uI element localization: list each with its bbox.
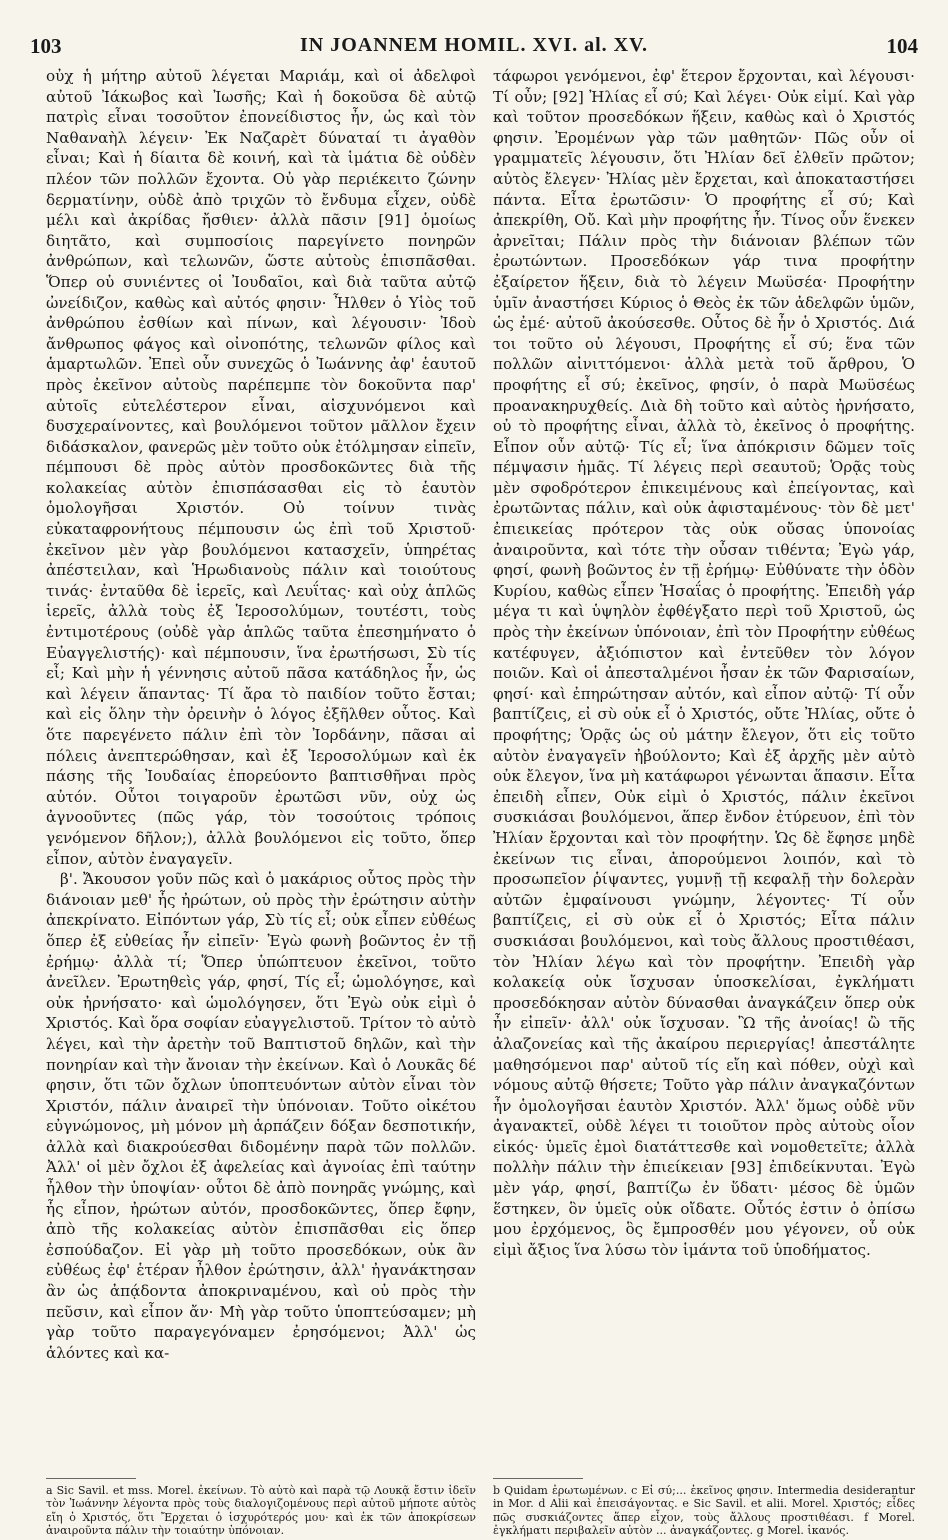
running-title: IN JOANNEM HOMIL. XVI. al. XV. (300, 34, 648, 56)
page-number-right: 104 (886, 34, 918, 58)
footnote-divider-right (493, 1478, 583, 1479)
footnote-divider-left (46, 1478, 136, 1479)
footnotes-right: b Quidam ἐρωτωμένων. c Εἶ σύ;... ἐκεῖνος φησιν. Intermedia desiderantur in Mor. d Alii καὶ ἐπεισάγοντας. e Sic Savil. et alii. Morel. Χριστός; εἶδες πῶς συσκιάζοντες ἅπερ εἶχον, τοὺς ἄλλους προστιθέασι. f Morel. ἐγκλήματι περιβαλεῖν αὐτὸν ... ἀναγκάζοντες. g Morel. ἱκανός. (493, 1484, 915, 1538)
left-text-column (46, 66, 476, 1474)
right-text-column (493, 66, 915, 1474)
running-header (30, 34, 918, 60)
page-number-left: 103 (30, 34, 62, 58)
left-paragraph-1: οὐχ ἡ μήτηρ αὐτοῦ λέγεται Μαριάμ, καὶ οἱ ἀδελφοὶ αὐτοῦ Ἰάκωβος καὶ Ἰωσῆς; Καὶ ἡ δοκοῦσα δὲ αὐτῷ πατρὶς εἶναι τοσοῦτον ἐπονείδιστος ἦν, ὡς καὶ τὸν Ναθαναὴλ λέγειν· Ἐκ Ναζαρὲτ δύναταί τι ἀγαθὸν εἶναι; Καὶ ἡ δίαιτα δὲ κοινή, καὶ τὰ ἱμάτια δὲ οὐδὲν πλέον τῶν πολλῶν ἔχοντα. Οὐ γὰρ περιέκειτο ζώνην δερματίνην, οὐδὲ ἀπὸ τριχῶν τὸ ἔνδυμα εἶχεν, οὐδὲ μέλι καὶ ἀκρίδας ἤσθιεν· ἀλλὰ πᾶσιν [91] ὁμοίως διητᾶτο, καὶ συμποσίοις παρεγίνετο πονηρῶν ἀνθρώπων, καὶ τελωνῶν, ὥστε αὐτοὺς ἐπισπᾶσθαι. Ὅπερ οὐ συνιέντες οἱ Ἰουδαῖοι, καὶ διὰ ταῦτα αὐτῷ ὠνείδιζον, καθὼς καὶ αὐτός φησιν· Ἦλθεν ὁ Υἱὸς τοῦ ἀνθρώπου ἐσθίων καὶ πίνων, καὶ λέγουσιν· Ἰδοὺ ἄνθρωπος φάγος καὶ οἰνοπότης, τελωνῶν φίλος καὶ ἁμαρτωλῶν. Ἐπεὶ οὖν συνεχῶς ὁ Ἰωάννης ἀφ' ἑαυτοῦ πρὸς ἐκεῖνον αὐτοὺς παρέπεμπε τὸν δοκοῦντα παρ' αὐτοῖς εὐτελέστερον εἶναι, αἰσχυνόμενοι καὶ δυσχεραίνοντες, καὶ βουλόμενοι τοῦτον μᾶλλον ἔχειν διδάσκαλον, φανερῶς μὲν τοῦτο οὐκ ἐτόλμησαν εἰπεῖν, πέμπουσι δὲ πρὸς αὐτὸν προσδοκῶντες διὰ τῆς κολακείας αὐτὸν ἐπισπάσασθαι εἰς τὸ ἑαυτὸν ὁμολογῆσαι Χριστόν. Οὐ τοίνυν τινὰς εὐκαταφρονήτους πέμπουσιν ὡς ἐπὶ τοῦ Χριστοῦ· ἐκεῖνον μὲν γὰρ βουλόμενοι κατασχεῖν, ὑπηρέτας ἀπέστειλαν, καὶ Ἡρωδιανοὺς πάλιν καὶ τοιούτους τινάς· ἐνταῦθα δὲ ἱερεῖς, καὶ Λευΐτας· καὶ οὐχ ἁπλῶς ἱερεῖς, ἀλλὰ τοὺς ἐξ Ἱεροσολύμων, τουτέστι, τοὺς ἐντιμοτέρους (οὐδὲ γὰρ ἁπλῶς ταῦτα ἐπεσημήνατο ὁ Εὐαγγελιστής)· καὶ πέμπουσιν, ἵνα ἐρωτήσωσι, Σὺ τίς εἶ; Καὶ μὴν ἡ γέννησις αὐτοῦ πᾶσα κατάδηλος ἦν, ὡς καὶ λέγειν ἅπαντας· Τί ἄρα τὸ παιδίον τοῦτο ἔσται; καὶ εἰς ὅλην τὴν ὀρεινὴν ὁ λόγος ἐξῆλθεν οὗτος. Καὶ ὅτε παρεγένετο πάλιν ἐπὶ τὸν Ἰορδάνην, πᾶσαι αἱ πόλεις ἀνεπτερώθησαν, καὶ ἐξ Ἱεροσολύμων καὶ ἐκ πάσης τῆς Ἰουδαίας ἐπορεύοντο βαπτισθῆναι πρὸς αὐτόν. Οὗτοι τοιγαροῦν ἐρωτῶσι νῦν, οὐχ ὡς ἀγνοοῦντες (πῶς γάρ, τὸν τοσούτοις τρόποις γενόμενον δῆλον;), ἀλλὰ βουλόμενοι εἰς τοῦτο, ὅπερ εἶπον, αὐτὸν ἐναγαγεῖν. (46, 67, 476, 868)
left-paragraph-2: β'. Ἄκουσον γοῦν πῶς καὶ ὁ μακάριος οὗτος πρὸς τὴν διάνοιαν μεθ' ἧς ἠρώτων, οὐ πρὸς τὴν ἐρώτησιν αὐτὴν ἀπεκρίνατο. Εἰπόντων γάρ, Σὺ τίς εἶ; οὐκ εἶπεν εὐθέως ὅπερ ἐξ εὐθείας ἦν εἰπεῖν· Ἐγὼ φωνὴ βοῶντος ἐν τῇ ἐρήμῳ· ἀλλὰ τί; Ὅπερ ὑπώπτευον ἐκεῖνοι, τοῦτο ἀνεῖλεν. Ἐρωτηθεὶς γάρ, φησί, Τίς εἶ; ὡμολόγησε, καὶ οὐκ ἠρνήσατο· καὶ ὡμολόγησεν, ὅτι Ἐγὼ οὐκ εἰμὶ ὁ Χριστός. Καὶ ὅρα σοφίαν εὐαγγελιστοῦ. Τρίτον τὸ αὐτὸ λέγει, καὶ τὴν ἀρετὴν τοῦ Βαπτιστοῦ δηλῶν, καὶ τὴν πονηρίαν καὶ τὴν ἄνοιαν τὴν ἐκείνων. Καὶ ὁ Λουκᾶς δέ φησιν, ὅτι τῶν ὄχλων ὑποπτευόντων αὐτὸν εἶναι τὸν Χριστόν, πάλιν ἀναιρεῖ τὴν ὑπόνοιαν. Τοῦτο οἰκέτου εὐγνώμονος, μὴ μόνον μὴ ἁρπάζειν δόξαν δεσποτικήν, ἀλλὰ καὶ διακρούεσθαι διδομένην παρὰ τῶν πολλῶν. Ἀλλ' οἱ μὲν ὄχλοι ἐξ ἀφελείας καὶ ἀγνοίας ἐπὶ ταύτην ἦλθον τὴν ὑποψίαν· οὗτοι δὲ ἀπὸ πονηρᾶς γνώμης, καὶ ἧς εἶπον, ἠρώτων αὐτόν, προσδοκῶντες, ὅπερ ἔφην, ἀπὸ τῆς κολακείας αὐτὸν ἐπισπᾶσθαι εἰς ὅπερ ἐσπούδαζον. Εἰ γὰρ μὴ τοῦτο προσεδόκων, οὐκ ἂν εὐθέως ἐφ' ἑτέραν ἦλθον ἐρώτησιν, ἀλλ' ἠγανάκτησαν ἂν ὡς ἀπᾴδοντα ἀποκριναμένου, καὶ οὐ πρὸς τὴν πεῦσιν, καὶ εἶπον ἄν· Μὴ γὰρ τοῦτο ὑποπτεύσαμεν; μὴ γὰρ τοῦτο παραγεγόναμεν ἐρησόμενοι; Ἀλλ' ὡς ἁλόντες καὶ κα- (46, 870, 476, 1362)
right-paragraph-1: τάφωροι γενόμενοι, ἐφ' ἕτερον ἔρχονται, καὶ λέγουσι· Τί οὖν; [92] Ἠλίας εἶ σύ; Καὶ λέγει· Οὐκ εἰμί. Καὶ γὰρ καὶ τοῦτον προσεδόκων ἥξειν, καθὼς καὶ ὁ Χριστός φησιν. Ἐρομένων γὰρ τῶν μαθητῶν· Πῶς οὖν οἱ γραμματεῖς λέγουσιν, ὅτι Ἠλίαν δεῖ ἐλθεῖν πρῶτον; αὐτὸς ἔλεγεν· Ἠλίας μὲν ἔρχεται, καὶ ἀποκαταστήσει πάντα. Εἶτα ἐρωτῶσιν· Ὁ προφήτης εἶ σύ; Καὶ ἀπεκρίθη, Οὔ. Καὶ μὴν προφήτης ἦν. Τίνος οὖν ἕνεκεν ἀρνεῖται; Πάλιν πρὸς τὴν διάνοιαν βλέπων τῶν ἐρωτώντων. Προσεδόκων γάρ τινα προφήτην ἐξαίρετον ἥξειν, διὰ τὸ λέγειν Μωϋσέα· Προφήτην ὑμῖν ἀναστήσει Κύριος ὁ Θεὸς ἐκ τῶν ἀδελφῶν ὑμῶν, ὡς ἐμέ· αὐτοῦ ἀκούσεσθε. Οὗτος δὲ ἦν ὁ Χριστός. Διά τοι τοῦτο οὐ λέγουσι, Προφήτης εἶ σύ; ἕνα τῶν πολλῶν αἰνιττόμενοι· ἀλλὰ μετὰ τοῦ ἄρθρου, Ὁ προφήτης εἶ σύ; ἐκεῖνος, φησίν, ὁ παρὰ Μωϋσέως προανακηρυχθείς. Διὰ δὴ τοῦτο καὶ αὐτὸς ἠρνήσατο, οὐ τὸ προφήτης εἶναι, ἀλλὰ τὸ, ἐκεῖνος ὁ προφήτης. Εἶπον οὖν αὐτῷ· Τίς εἶ; ἵνα ἀπόκρισιν δῶμεν τοῖς πέμψασιν ἡμᾶς. Τί λέγεις περὶ σεαυτοῦ; Ὁρᾷς τοὺς μὲν σφοδρότερον ἐπικειμένους καὶ ἐπείγοντας, καὶ ἐρωτῶντας πάλιν, καὶ οὐκ ἀφισταμένους· τὸν δὲ μετ' ἐπιεικείας πρότερον τὰς οὐκ οὔσας ὑπονοίας ἀναιροῦντα, καὶ τότε τὴν οὖσαν τιθέντα; Ἐγὼ γάρ, φησί, φωνὴ βοῶντος ἐν τῇ ἐρήμῳ· Εὐθύνατε τὴν ὁδὸν Κυρίου, καθὼς εἶπεν Ἡσαΐας ὁ προφήτης. Ἐπειδὴ γάρ μέγα τι καὶ ὑψηλὸν ἐφθέγξατο περὶ τοῦ Χριστοῦ, ὡς πρὸς τὴν ἐκείνων ὑπόνοιαν, ἐπὶ τὸν Προφήτην εὐθέως κατέφυγεν, ἀξιόπιστον καὶ ἐντεῦθεν τὸν λόγον ποιῶν. Καὶ οἱ ἀπεσταλμένοι ἦσαν ἐκ τῶν Φαρισαίων, φησί· καὶ ἐπηρώτησαν αὐτόν, καὶ εἶπον αὐτῷ· Τί οὖν βαπτίζεις, εἰ σὺ οὐκ εἶ ὁ Χριστός, οὔτε Ἠλίας, οὔτε ὁ προφήτης; Ὁρᾷς ὡς οὐ μάτην ἔλεγον, ὅτι εἰς τοῦτο αὐτὸν ἐναγαγεῖν ἠβούλοντο; Καὶ ἐξ ἀρχῆς μὲν αὐτὸ οὐκ ἔλεγον, ἵνα μὴ κατάφωροι γένωνται ἅπασιν. Εἶτα ἐπειδὴ εἶπεν, Οὐκ εἰμὶ ὁ Χριστός, πάλιν ἐκεῖνοι συσκιάσαι βουλόμενοι, ἅπερ ἔνδον ἐτύρευον, ἐπὶ τὸν Ἠλίαν ἔρχονται καὶ τὸν προφήτην. Ὡς δὲ ἔφησε μηδὲ ἐκείνων τις εἶναι, ἀπορούμενοι λοιπόν, καὶ τὸ προσωπεῖον ῥίψαντες, γυμνῇ τῇ κεφαλῇ τὴν δολερὰν αὐτῶν ἐμφαίνουσι γνώμην, λέγοντες· Τί οὖν βαπτίζεις, εἰ σὺ οὐκ εἶ ὁ Χριστός; Εἶτα πάλιν συσκιάσαι βουλόμενοι, καὶ τοὺς ἄλλους προστιθέασι, τὸν Ἠλίαν λέγω καὶ τὸν προφήτην. Ἐπειδὴ γὰρ κολακείᾳ οὐκ ἴσχυσαν ὑποσκελίσαι, ἐγκλήματι προσεδόκησαν αὐτὸν δύνασθαι ἀναγκάζειν ὅπερ οὐκ ἦν εἰπεῖν· ἀλλ' οὐκ ἴσχυσαν. Ὢ τῆς ἀνοίας! ὢ τῆς ἀλαζονείας καὶ τῆς ἀκαίρου περιεργίας! ἀπεστάλητε μαθησόμενοι παρ' αὐτοῦ τίς εἴη καὶ πόθεν, οὐχὶ καὶ νόμους αὐτῷ θήσετε; Τοῦτο γὰρ πάλιν ἀναγκαζόντων ἦν ὁμολογῆσαι ἑαυτὸν Χριστόν. Ἀλλ' ὅμως οὐδὲ νῦν ἀγανακτεῖ, οὐδὲ λέγει τι τοιοῦτον πρὸς αὐτοὺς οἷον εἰκός· ὑμεῖς ἐμοὶ διατάττεσθε καὶ νομοθετεῖτε; ἀλλὰ πολλὴν πάλιν τὴν ἐπιείκειαν [93] ἐπιδείκνυται. Ἐγὼ μὲν γάρ, φησί, βαπτίζω ἐν ὕδατι· μέσος δὲ ὑμῶν ἕστηκεν, ὃν ὑμεῖς οὐκ οἴδατε. Οὗτός ἐστιν ὁ ὀπίσω μου ἐρχόμενος, ὃς ἔμπροσθέν μου γέγονεν, οὗ οὐκ εἰμὶ ἄξιος ἵνα λύσω τὸν ἱμάντα τοῦ ὑποδήματος. (493, 67, 915, 1259)
footnotes-left: a Sic Savil. et mss. Morel. ἐκείνων. Τὸ αὐτὸ καὶ παρὰ τῷ Λουκᾷ ἔστιν ἰδεῖν τὸν Ἰωάννην λέγοντα πρὸς τοὺς διαλογιζομένους περὶ αὐτοῦ μήποτε αὐτὸς εἴη ὁ Χριστός, ὅτι Ἔρχεται ὁ ἰσχυρότερός μου· καὶ ἐκ τῶν ἀποκρίσεων ἀναιροῦντα πάλιν τὴν τοιαύτην ὑπόνοιαν. (46, 1484, 476, 1538)
